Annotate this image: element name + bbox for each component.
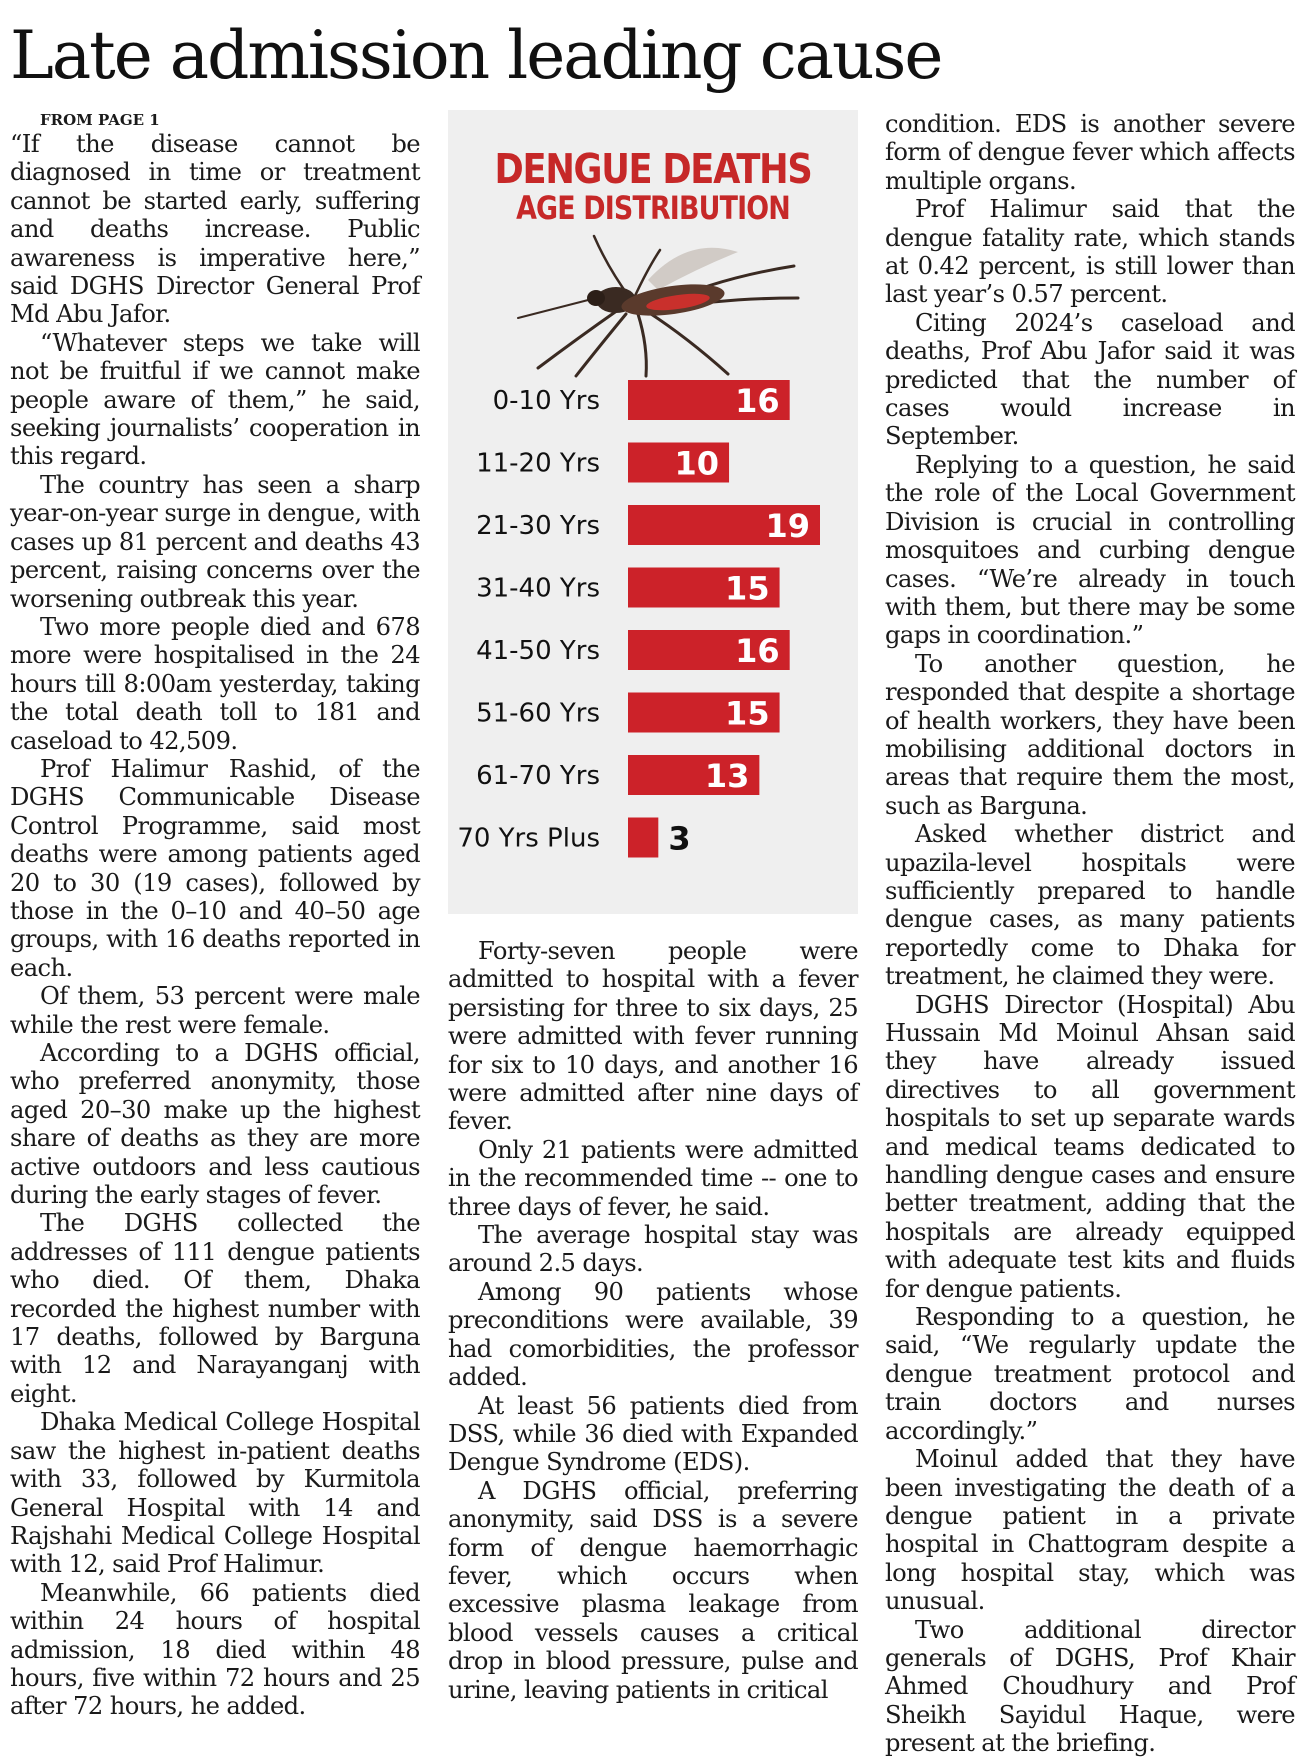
paragraph: Among 90 patients whose preconditions were available, 39 had comorbidities, the professor added.: [448, 1277, 858, 1392]
paragraph: According to a DGHS official, who preferred anonymity, those aged 20–30 make up the highest share of deaths as they are more active outdoors and less cautious during the early stages of fever.: [10, 1039, 420, 1210]
paragraph: condition. EDS is another severe form of dengue fever which affects multiple organs.: [885, 110, 1295, 195]
paragraph: The DGHS collected the addresses of 111 dengue patients who died. Of them, Dhaka recorded the highest number with 17 deaths, followed by Barguna with 12 and Narayanganj with eight.: [10, 1209, 420, 1408]
paragraph: Prof Halimur Rashid, of the DGHS Communicable Disease Control Programme, said most deaths were among patients aged 20 to 30 (19 cases), followed by those in the 0–10 and 40–50 age groups, with 16 deaths reported in each.: [10, 754, 420, 982]
age-group-label: 31-40 Yrs: [476, 573, 600, 604]
paragraph: “Whatever steps we take will not be fruitful if we cannot make people aware of them,” he said, seeking journalists’ cooperation in this regard.: [10, 328, 420, 471]
paragraph: Prof Halimur said that the dengue fatality rate, which stands at 0.42 percent, is still lower than last year’s 0.57 percent.: [885, 195, 1295, 309]
age-group-label: 51-60 Yrs: [476, 698, 600, 729]
paragraph: Two additional director generals of DGHS, Prof Khair Ahmed Choudhury and Prof Sheikh Sayidul Haque, were present at the briefing.: [885, 1615, 1295, 1758]
headline: Late admission leading cause: [10, 17, 942, 94]
age-distribution-chart: [448, 110, 858, 914]
paragraph: At least 56 patients died from DSS, while 36 died with Expanded Dengue Syndrome (EDS).: [448, 1391, 858, 1477]
bar-value-label: 16: [735, 632, 780, 670]
paragraph: Citing 2024’s caseload and deaths, Prof Abu Jafor said it was predicted that the number of cases would increase in September.: [885, 308, 1295, 451]
bar: [628, 818, 658, 858]
article-column-3: [885, 110, 1295, 1758]
infographic-title: DENGUE DEATHS: [494, 145, 812, 193]
paragraph: Only 21 patients were admitted in the recommended time -- one to three days of fever, he said.: [448, 1135, 858, 1221]
paragraph: To another question, he responded that despite a shortage of health workers, they have been mobilising additional doctors in areas that require them the most, such as Barguna.: [885, 649, 1295, 820]
paragraph: Moinul added that they have been investigating the death of a dengue patient in a private hospital in Chattogram despite a long hospital stay, which was unusual.: [885, 1445, 1295, 1616]
age-group-label: 0-10 Yrs: [492, 386, 600, 416]
age-group-label: 41-50 Yrs: [476, 636, 600, 666]
paragraph: Meanwhile, 66 patients died within 24 hours of hospital admission, 18 died within 48 hours, five within 72 hours and 25 after 72 hours, he added.: [10, 1578, 420, 1721]
kicker: FROM PAGE 1: [40, 111, 160, 129]
paragraph: Replying to a question, he said the role of the Local Government Division is crucial in controlling mosquitoes and curbing dengue cases. “We’re already in touch with them, but there may be some gaps in coordination.”: [885, 450, 1295, 650]
age-group-label: 61-70 Yrs: [476, 761, 600, 791]
paragraph: The average hospital stay was around 2.5 days.: [448, 1221, 858, 1278]
infographic-panel: [448, 110, 858, 914]
bar-value-label: 15: [725, 569, 770, 608]
infographic-subtitle: AGE DISTRIBUTION: [516, 189, 790, 227]
bar-value-label: 13: [704, 757, 750, 795]
bar-value-label: 19: [765, 507, 810, 545]
paragraph: A DGHS official, preferring anonymity, said DSS is a severe form of dengue haemorrhagic fever, which occurs when excessive plasma leakage from blood vessels causes a critical drop in blood pressure, pulse and urine, leaving patients in critical: [448, 1476, 858, 1704]
age-group-label: 70 Yrs Plus: [457, 823, 600, 854]
paragraph: Of them, 53 percent were male while the rest were female.: [10, 982, 420, 1039]
paragraph: DGHS Director (Hospital) Abu Hussain Md Moinul Ahsan said they have already issued directives to all government hospitals to set up separate wards and medical teams dedicated to handling dengue cases and ensure better treatment, adding that the hospitals are already equipped with adequate test kits and fluids for dengue patients.: [885, 990, 1295, 1303]
age-group-label: 21-30 Yrs: [476, 511, 600, 541]
bar-value-label: 15: [725, 694, 770, 733]
age-group-label: 11-20 Yrs: [476, 448, 600, 479]
bar-value-label: 16: [735, 382, 780, 420]
bar-value-label: 3: [668, 819, 691, 858]
bar-value-label: 10: [674, 444, 720, 483]
article-column-1: [10, 110, 420, 1721]
paragraph: Forty-seven people were admitted to hospital with a fever persisting for three to six days, 25 were admitted with fever running for six to 10 days, and another 16 were admitted after nine days of fever.: [448, 937, 858, 1136]
paragraph: Responding to a question, he said, “We regularly update the dengue treatment protocol and train doctors and nurses accordingly.”: [885, 1303, 1295, 1445]
paragraph: Two more people died and 678 more were hospitalised in the 24 hours till 8:00am yesterday, taking the total death toll to 181 and caseload to 42,509.: [10, 612, 420, 755]
article-column-2: [448, 937, 858, 1704]
paragraph: Asked whether district and upazila-level hospitals were sufficiently prepared to handle dengue cases, as many patients reportedly come to Dhaka for treatment, he claimed they were.: [885, 820, 1295, 991]
paragraph: “If the disease cannot be diagnosed in time or treatment cannot be started early, suffering and deaths increase. Public awareness is imperative here,” said DGHS Director General Prof Md Abu Jafor.: [10, 130, 420, 329]
paragraph: Dhaka Medical College Hospital saw the highest in-patient deaths with 33, followed by Kurmitola General Hospital with 14 and Rajshahi Medical College Hospital with 12, said Prof Halimur.: [10, 1408, 420, 1579]
paragraph: The country has seen a sharp year-on-year surge in dengue, with cases up 81 percent and deaths 43 percent, raising concerns over the worsening outbreak this year.: [10, 470, 420, 613]
